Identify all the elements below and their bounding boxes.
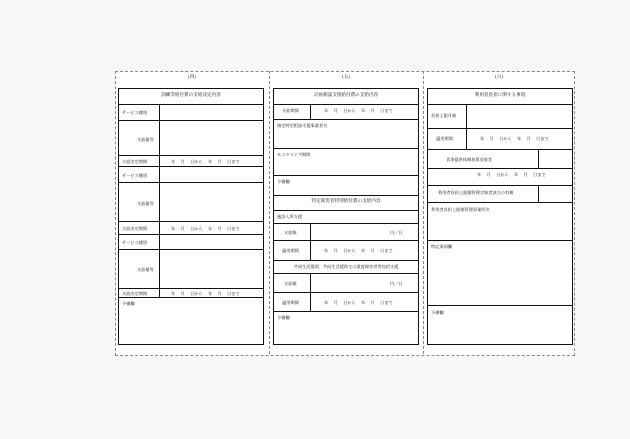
- date-range: 年 月 日から 年 月 日まで: [171, 159, 240, 164]
- notes-label: 予備欄: [277, 315, 290, 320]
- date-range: 年 月 日から 年 月 日まで: [480, 136, 549, 141]
- service-type-label: サービス種別: [122, 173, 148, 178]
- panel-consultation-benefits: [273, 88, 419, 345]
- panel-training-benefits: [118, 88, 264, 345]
- amount-label: 支給額: [284, 281, 297, 286]
- service-type-label: サービス種別: [122, 240, 148, 245]
- period-label: 支給期間: [282, 108, 299, 113]
- section-label-left: (四): [187, 75, 196, 80]
- notes-label: 予備欄: [122, 301, 135, 306]
- section-label-right: (六): [494, 75, 503, 80]
- period-label: 支給決定期間: [122, 291, 148, 296]
- monthly-cap-label: 負担上限月額: [431, 113, 457, 118]
- period-label: 支給決定期間: [122, 226, 148, 231]
- fold-line-2: [423, 71, 424, 354]
- section-label-middle: (五): [341, 75, 350, 80]
- panel-title: 利用者負担に関する事項: [474, 93, 526, 98]
- special-notes-label: 特記事項欄: [431, 244, 452, 249]
- service-type-label: サービス種別: [122, 110, 148, 115]
- notes-label: 予備欄: [277, 179, 290, 184]
- per-day-unit: 円／日: [390, 230, 403, 235]
- section-title: 特定障害者特別給付費の支給内容: [311, 199, 381, 204]
- provider-label: 指定特定相談支援事業者名: [277, 123, 328, 128]
- date-range: 年 月 日から 年 月 日まで: [171, 226, 240, 231]
- date-range: 年 月 日から 年 月 日まで: [324, 108, 393, 113]
- applicable-period-label: 適用期間: [436, 136, 453, 141]
- management-target-label: 利用者負担上限額管理対象者該当の有無: [438, 190, 514, 195]
- applicable-period-label: 適用期間: [282, 300, 299, 305]
- panel-user-burden: [427, 88, 573, 345]
- fold-line-1: [269, 71, 270, 354]
- group-home-section-title: 共同生活援助、共同生活援助又は重度障害者等包括支援: [293, 264, 399, 269]
- panel-title: 訓練等給付費の支給決定内容: [161, 93, 221, 98]
- per-day-unit: 円／日: [390, 281, 403, 286]
- amount-label: 支給量等: [137, 201, 154, 206]
- amount-label: 支給量等: [137, 267, 154, 272]
- facility-label: 施設入所支援: [277, 214, 303, 219]
- notes-label: 予備欄: [431, 310, 444, 315]
- food-cost-label: 食事提供体制加算対象者: [446, 157, 493, 162]
- date-range: 年 月 日から 年 月 日まで: [324, 248, 393, 253]
- amount-label: 支給量等: [137, 137, 154, 142]
- amount-label: 支給額: [284, 230, 297, 235]
- period-label: 支給決定期間: [122, 159, 148, 164]
- date-range: 年 月 日から 年 月 日まで: [477, 172, 546, 177]
- monitoring-label: モニタリング期間: [277, 152, 311, 157]
- management-provider-label: 利用者負担上限額管理事業所名: [431, 207, 490, 212]
- panel-title: 計画相談支援給付費の支給内容: [313, 93, 379, 98]
- date-range: 年 月 日から 年 月 日まで: [171, 291, 240, 296]
- date-range: 年 月 日から 年 月 日まで: [324, 300, 393, 305]
- applicable-period-label: 適用期間: [282, 248, 299, 253]
